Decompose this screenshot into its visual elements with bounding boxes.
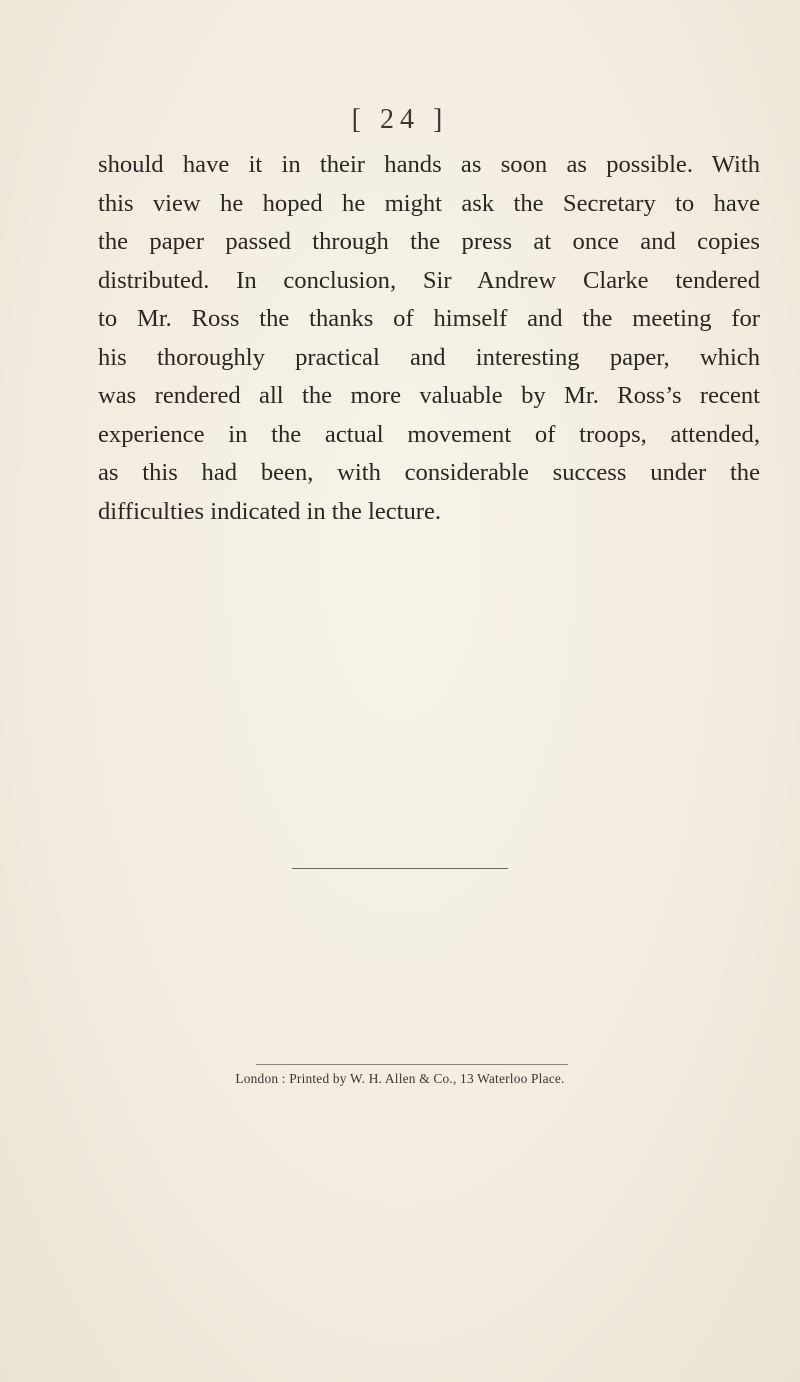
printer-imprint: London : Printed by W. H. Allen & Co., 13 Waterloo Place. — [235, 1071, 565, 1086]
text-line: the paper passed through the press at once and copies — [98, 228, 760, 255]
body-paragraph — [98, 146, 760, 531]
page-number: [ 24 ] — [351, 104, 449, 135]
text-line: experience in the actual movement of troops, attended, — [98, 420, 760, 448]
section-divider — [292, 868, 508, 869]
imprint-rule — [256, 1064, 568, 1065]
text-line: was rendered all the more valuable by Mr. Ross’s recent — [98, 382, 760, 409]
text-line: as this had been, with considerable success under the — [98, 459, 760, 486]
text-line: this view he hoped he might ask the Secretary to have — [98, 189, 760, 217]
text-line: distributed. In conclusion, Sir Andrew Clarke tendered — [98, 266, 760, 294]
text-line: his thoroughly practical and interesting paper, which — [98, 343, 760, 371]
text-line: should have it in their hands as soon as possible. With — [98, 151, 760, 178]
text-line: difficulties indicated in the lecture. — [98, 497, 442, 525]
text-line: to Mr. Ross the thanks of himself and the meeting for — [98, 305, 760, 332]
